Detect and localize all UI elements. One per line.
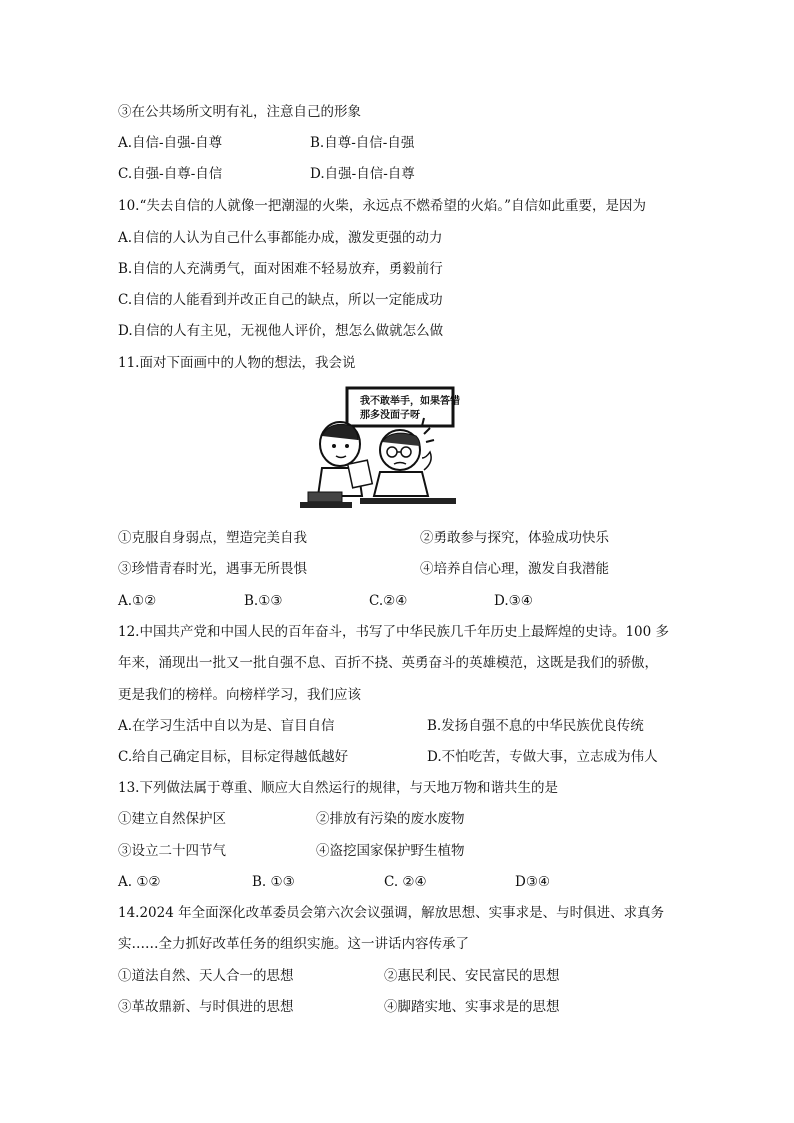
q14-stem-line-2: 实……全力抓好改革任务的组织实施。这一讲话内容传承了 xyxy=(118,936,469,952)
q10-stem: 10.“失去自信的人就像一把潮湿的火柴，永远点不燃希望的火焰。”自信如此重要，是因为 xyxy=(118,198,647,214)
q9-option-a: A.自信-自强-自尊 xyxy=(118,135,223,151)
q9-option-c: C.自强-自尊-自信 xyxy=(118,166,223,182)
q10-option-c: C.自信的人能看到并改正自己的缺点，所以一定能成功 xyxy=(118,292,443,308)
q11-option-c: C.②④ xyxy=(369,593,408,609)
q12-option-c: C.给自己确定目标，目标定得越低越好 xyxy=(118,749,349,765)
cartoon-illustration xyxy=(300,384,460,516)
q9-option-b: B.自尊-自信-自强 xyxy=(310,135,415,151)
q14-item-2: ②惠民利民、安民富民的思想 xyxy=(384,968,560,984)
q14-item-3: ③革故鼎新、与时俱进的思想 xyxy=(118,999,294,1015)
q12-stem-line-2: 年来，涌现出一批又一批自强不息、百折不挠、英勇奋斗的英雄模范，这既是我们的骄傲， xyxy=(118,655,658,671)
q11-item-2: ②勇敢参与探究，体验成功快乐 xyxy=(420,530,609,546)
q11-item-3: ③珍惜青春时光，遇事无所畏惧 xyxy=(118,561,307,577)
q12-option-a: A.在学习生活中自以为是、盲目自信 xyxy=(118,718,335,734)
q13-option-b: B. ①③ xyxy=(252,874,295,890)
q10-option-d: D.自信的人有主见，无视他人评价，想怎么做就怎么做 xyxy=(118,323,444,339)
q11-option-a: A.①② xyxy=(118,593,157,609)
speech-line-2: 那多没面子呀 xyxy=(360,410,420,421)
q13-item-2: ②排放有污染的废水废物 xyxy=(316,811,465,827)
q13-item-4: ④盗挖国家保护野生植物 xyxy=(316,843,465,859)
q11-stem: 11.面对下面画中的人物的想法，我会说 xyxy=(118,355,356,371)
q11-item-4: ④培养自信心理，激发自我潜能 xyxy=(420,561,609,577)
q13-item-1: ①建立自然保护区 xyxy=(118,811,226,827)
q10-option-a: A.自信的人认为自己什么事都能办成，激发更强的动力 xyxy=(118,230,443,246)
speech-line-1: 我不敢举手，如果答错 xyxy=(360,396,460,407)
q13-option-c: C. ②④ xyxy=(384,874,427,890)
cartoon-drawing xyxy=(300,384,460,516)
q12-stem-line-1: 12.中国共产党和中国人民的百年奋斗，书写了中华民族几千年历史上最辉煌的史诗。100 多 xyxy=(118,624,670,640)
q9-option-d: D.自强-自信-自尊 xyxy=(310,166,415,182)
q13-item-3: ③设立二十四节气 xyxy=(118,843,226,859)
q11-option-b: B.①③ xyxy=(244,593,283,609)
q12-option-d: D.不怕吃苦，专做大事，立志成为伟人 xyxy=(427,749,658,765)
q13-stem: 13.下列做法属于尊重、顺应大自然运行的规律，与天地万物和谐共生的是 xyxy=(118,780,558,796)
q9-item-3: ③在公共场所文明有礼，注意自己的形象 xyxy=(118,104,361,120)
q11-option-d: D.③④ xyxy=(494,593,533,609)
q13-option-d: D③④ xyxy=(515,874,551,890)
q14-stem-line-1: 14.2024 年全面深化改革委员会第六次会议强调，解放思想、实事求是、与时俱进、求真务 xyxy=(118,905,665,921)
q11-item-1: ①克服自身弱点，塑造完美自我 xyxy=(118,530,307,546)
q12-stem-line-3: 更是我们的榜样。向榜样学习，我们应该 xyxy=(118,687,361,703)
q14-item-1: ①道法自然、天人合一的思想 xyxy=(118,968,294,984)
q13-option-a: A. ①② xyxy=(118,874,161,890)
q10-option-b: B.自信的人充满勇气，面对困难不轻易放弃，勇毅前行 xyxy=(118,261,443,277)
q12-option-b: B.发扬自强不息的中华民族优良传统 xyxy=(427,718,644,734)
q14-item-4: ④脚踏实地、实事求是的思想 xyxy=(384,999,560,1015)
